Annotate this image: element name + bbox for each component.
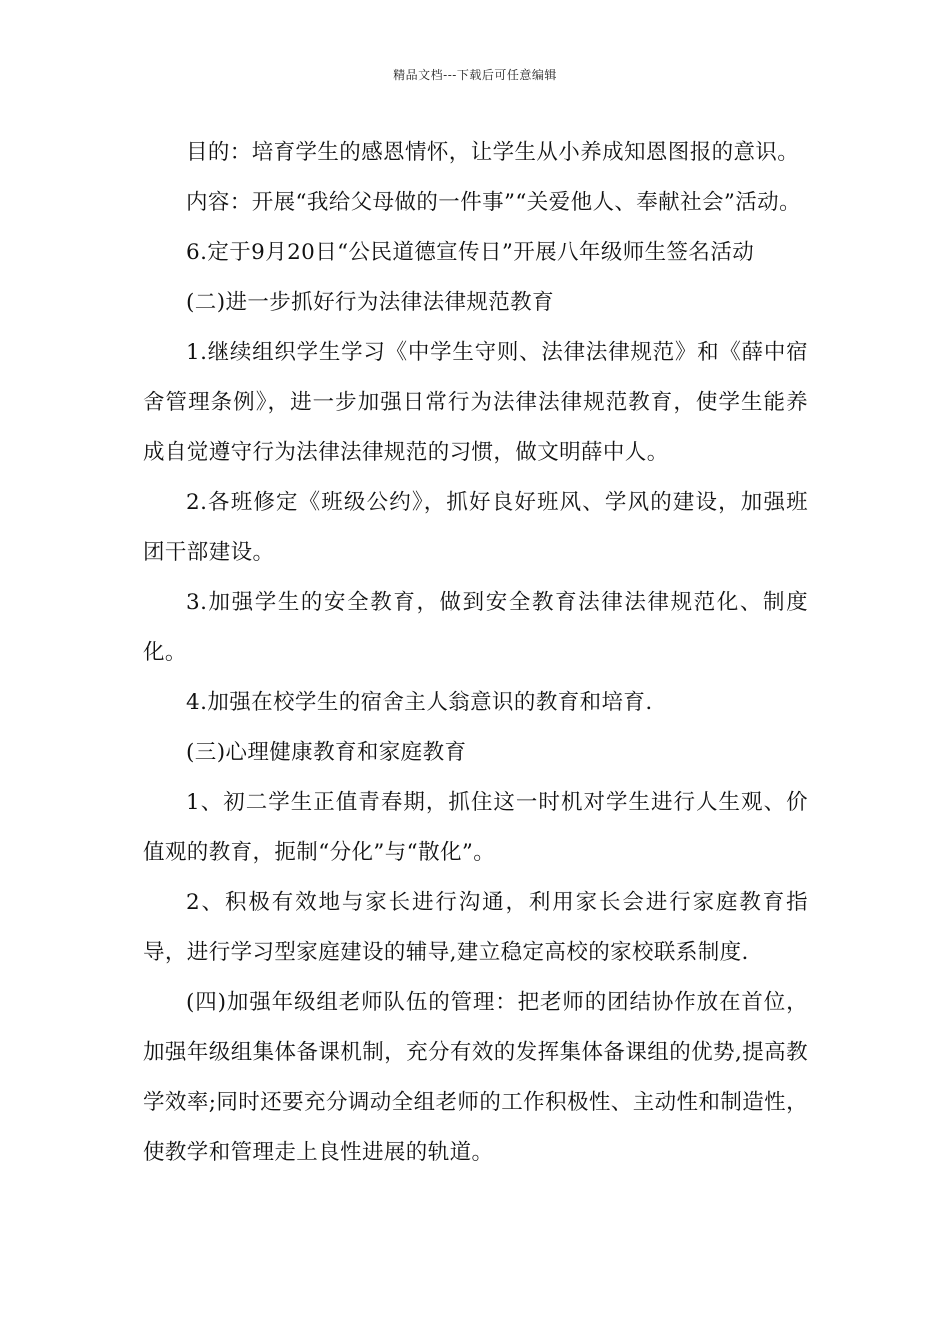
section-heading-2: (二)进一步抓好行为法律法律规范教育 [186,290,554,315]
paragraph-psych-2: 2、积极有效地与家长进行沟通，利用家长会进行家庭教育指导，进行学习型家庭建设的辅导,建立稳定高校的家校联系制度. [143,890,808,965]
page-header: 精品文档---下载后可任意编辑 [393,68,557,82]
paragraph-item-1: 1.继续组织学生学习《中学生守则、法律法律规范》和《薛中宿舍管理条例》，进一步加强日常行为法律法律规范教育，使学生能养成自觉遵守行为法律法律规范的习惯，做文明薛中人。 [143,340,808,465]
paragraph-purpose: 目的：培育学生的感恩情怀，让学生从小养成知恩图报的意识。 [186,140,800,165]
paragraph-content: 内容：开展“我给父母做的一件事”“关爱他人、奉献社会”活动。 [186,190,801,215]
paragraph-item-2: 2.各班修定《班级公约》，抓好良好班风、学风的建设，加强班团干部建设。 [143,490,808,565]
document-body [143,128,808,1178]
paragraph-item-6: 6.定于9月20日“公民道德宣传日”开展八年级师生签名活动 [186,240,755,265]
paragraph-psych-1: 1、初二学生正值青春期，抓住这一时机对学生进行人生观、价值观的教育，扼制“分化”与“散化”。 [143,790,808,865]
paragraph-item-4: 4.加强在校学生的宿舍主人翁意识的教育和培育. [186,690,653,715]
paragraph-item-3: 3.加强学生的安全教育，做到安全教育法律法律规范化、制度化。 [143,590,808,665]
section-heading-3: (三)心理健康教育和家庭教育 [186,740,467,765]
section-heading-4: (四)加强年级组老师队伍的管理：把老师的团结协作放在首位，加强年级组集体备课机制，充分有效的发挥集体备课组的优势,提高教学效率;同时还要充分调动全组老师的工作积极性、主动性和制造性，使教学和管理走上良性进展的轨道。 [143,990,808,1165]
